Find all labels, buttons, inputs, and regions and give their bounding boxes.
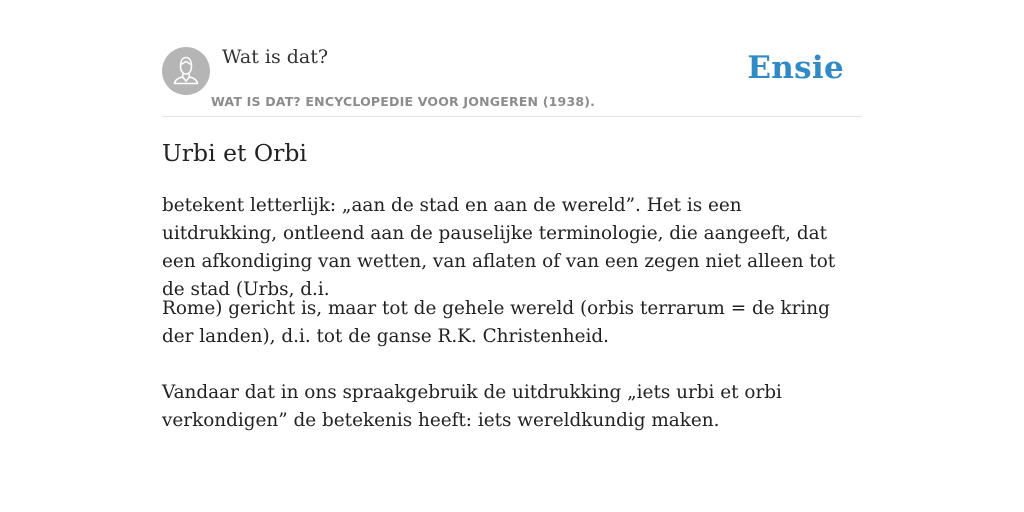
- article-title: Urbi et Orbi: [162, 139, 307, 167]
- article-paragraph: betekent letterlijk: „aan de stad en aan de wereld”. Het is een uitdrukking, ontleend aan de pauselijke terminologie, die aangeeft, dat een afkondiging van wetten, van aflaten of van een zegen niet alleen tot de stad (Urbs, d.i.: [162, 195, 836, 300]
- user-silhouette-icon: [162, 47, 210, 95]
- article-header: [162, 44, 862, 117]
- article-paragraph: Rome) gericht is, maar tot de gehele wereld (orbis terrarum = de kring der landen), d.i. tot de ganse R.K. Christenheid.: [162, 298, 830, 347]
- source-label[interactable]: WAT IS DAT? ENCYCLOPEDIE VOOR JONGEREN (1938).: [211, 94, 596, 109]
- article-paragraph: Vandaar dat in ons spraakgebruik de uitdrukking „iets urbi et orbi verkondigen” de betekenis heeft: iets wereldkundig maken.: [162, 382, 782, 431]
- ensie-logo[interactable]: Ensie: [747, 50, 844, 86]
- author-name[interactable]: Wat is dat?: [222, 46, 329, 68]
- author-avatar[interactable]: [162, 47, 210, 95]
